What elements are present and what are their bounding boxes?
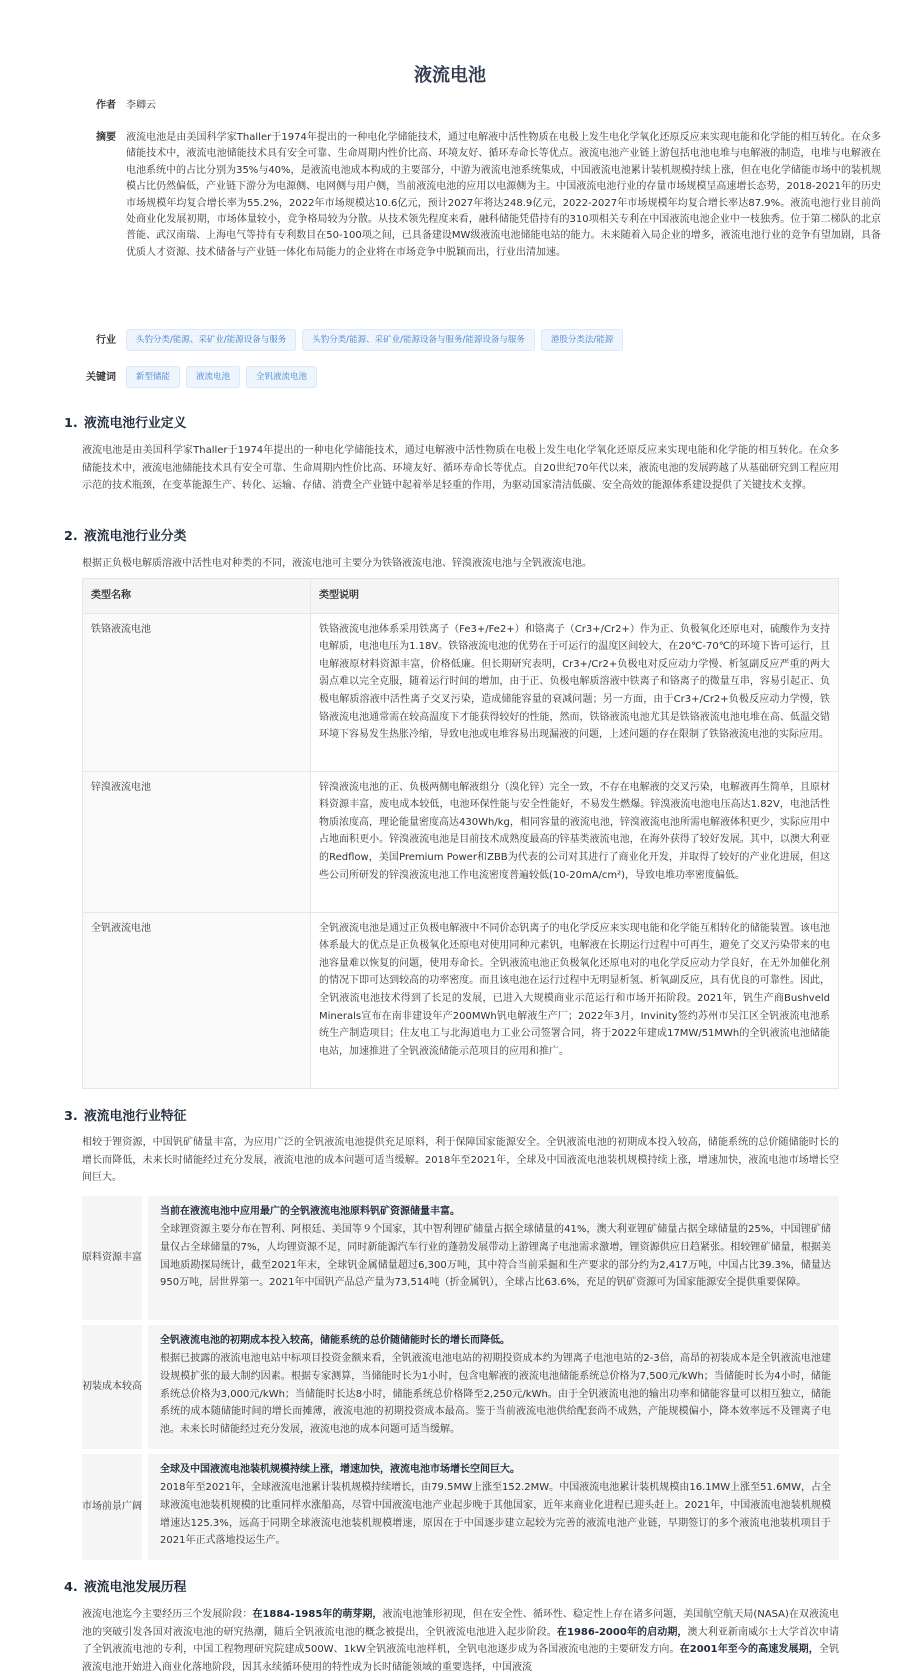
feature-title: 全球及中国液流电池装机规模持续上涨，增速加快，液流电池市场增长空间巨大。 — [160, 1464, 520, 1475]
section-2-intro: 根据正负极电解质溶液中活性电对种类的不同，液流电池可主要分为铁铬液流电池、锌溴液流电池与全钒液流电池。 — [82, 558, 592, 569]
industry-label: 行业 — [96, 335, 116, 346]
history-stage-highlight: 在2001年至今的高速发展期， — [679, 1644, 819, 1656]
history-text: 液流电池雏形初现，但在安全性、循环性、稳定性上存在诸多问题，美国航空航天局(NASA)在双液流电池的突破引发各国对液流电池的研究热潮，随后全钒液流电池的概念被提出，全钒液流电池进入起步阶段。 — [82, 1609, 839, 1638]
feature-label: 初装成本较高 — [82, 1325, 142, 1449]
section-4-heading — [64, 1579, 186, 1597]
type-desc-cell: 锌溴液流电池的正、负极两侧电解液组分（溴化锌）完全一致，不存在电解液的交叉污染，电解液再生简单，且原材料资源丰富，废电成本较低，电池环保性能与安全性能好，不易发生燃爆。锌溴液流电池电压高达1.82V，电池活性物质浓度高，理论能量密度高达430Wh/kg，相同容量的液流电池，锌溴液流电池所需电解液体积更少，实际应用中占地面积更小。锌溴液流电池是目前技术成熟度最高的锌基类液流电池，在海外获得了较好发展。其中，以澳大利亚的Redflow，美国Premium Power和ZBB为代表的公司对其进行了商业化开发，并取得了较好的产业化进展，但这些公司所研发的锌溴液流电池工作电流密度普遍较低(10-20mA/cm²)，导致电堆功率密度偏低。 — [311, 771, 839, 912]
table-row — [83, 771, 839, 912]
section-title: 液流电池行业分类 — [84, 529, 187, 544]
feature-body — [148, 1325, 839, 1449]
feature-title: 全钒液流电池的初期成本投入较高，储能系统的总价随储能时长的增长而降低。 — [160, 1335, 510, 1346]
feature-label: 市场前景广阔 — [82, 1454, 142, 1560]
section-1-text: 液流电池是由美国科学家Thaller于1974年提出的一种电化学储能技术，通过电解液中活性物质在电极上发生电化学氧化还原反应来实现电能和化学能的相互转化。在众多储能技术中，液流电池储能技术具有安全可靠、生命周期内性价比高、环境友好、循环寿命长等优点。自20世纪70年代以来，液流电池的发展跨越了从基础研究到工程应用示范的技术瓶颈，在变革能源生产、转化、运输、存储、消费全产业链中起着举足轻重的作用，为驱动国家清洁低碳、安全高效的能源体系建设提供了关键技术支撑。 — [82, 445, 839, 492]
feature-text: 根据已披露的液流电池电站中标项目投资金额来看，全钒液流电池电站的初期投资成本约为锂离子电池电站的2-3倍，高昂的初装成本是全钒液流电池建设规模扩张的最大制约因素。根据专家测算，当储能时长为1小时，包含电解液的液流电池储能系统总价格为7,500元/kWh；当储能时长为4小时，储能系统总价格为3,000元/kWh；当储能时长达8小时，储能系统总价格降至2,250元/kWh。由于全钒液流电池的输出功率和储能容量可以相互独立，储能系统的成本随储能时间的增长而摊薄，液流电池的初期投资成本最高。鉴于当前液流电池供给配套尚不成熟，产能规模偏小，降本效率远不及锂离子电池。未来长时储能经过充分发展，液流电池的成本问题可适当缓解。 — [160, 1353, 831, 1435]
abstract-text: 液流电池是由美国科学家Thaller于1974年提出的一种电化学储能技术，通过电解液中活性物质在电极上发生电化学氧化还原反应来实现电能和化学能的相互转化。在众多储能技术中，液流电池储能技术具有安全可靠、生命周期内性价比高、环境友好、循环寿命长等优点。液流电池产业链上游包括电池电堆与电解液的制造，电堆与电解液在电池系统中的占比分别为35%与40%，是液流电池成本构成的主要部分，中游为液流电池系统集成，中国液流电池累计装机规模持续上涨，但在电化学储能市场中的装机规模占比仍然偏低，产业链下游分为电源侧、电网侧与用户侧，当前液流电池的应用以电源侧为主。中国液流电池行业的存量市场规模呈高速增长态势，2018-2021年的历史市场规模年均复合增长率为55.2%，2022年市场规模达10.6亿元，预计2027年将达248.9亿元，2022-2027年市场规模年均复合增长率达87.9%。液流电池行业目前尚处商业化发展初期，市场体量较小，竞争格局较为分散。从技术领先程度来看，融科储能凭借持有的310项相关专利在中国液流电池企业中一枝独秀。位于第二梯队的北京普能、武汉南瑞、上海电气等持有专利数目在50-100项之间，已具备建设MW级液流电池储能电站的能力。未来随着入局企业的增多，液流电池行业的竞争有望加剧，具备优质人才资源、技术储备与产业链一体化布局能力的企业将在市场竞争中脱颖而出，行业出清加速。 — [126, 132, 881, 258]
keyword-tag[interactable]: 液流电池 — [186, 366, 240, 388]
feature-text: 2018年至2021年，全球液流电池累计装机规模持续增长，由79.5MW上涨至152.2MW。中国液流电池累计装机规模由16.1MW上涨至51.6MW，占全球液流电池装机规模的比重同样水涨船高，尽管中国液流电池产业起步晚于其他国家，近年来商业化进程已迎头赶上。2021年，中国液流电池装机规模增速达125.3%，远高于同期全球液流电池装机规模增速，原因在于中国逐步建立起较为完善的液流电池产业链，早期签订的多个液流电池装机项目于2021年正式落地投运生产。 — [160, 1482, 831, 1547]
type-name-cell: 锌溴液流电池 — [83, 771, 311, 912]
industry-tag[interactable]: 头豹分类/能源、采矿业/能源设备与服务 — [126, 329, 296, 351]
type-desc-cell: 全钒液流电池是通过正负极电解液中不同价态钒离子的电化学反应来实现电能和化学能互相转化的储能装置。该电池体系最大的优点是正负极氧化还原电对使用同种元素钒，电解液在长期运行过程中可再生，避免了交叉污染带来的电池容量难以恢复的问题，使用寿命长。全钒液流电池正负极氧化还原电对的电化学反应动力学良好，在无外加催化剂的情况下即可达到较高的功率密度。而且该电池在运行过程中无明显析氢、析氧副反应，具有优良的可靠性。因此，全钒液流电池技术得到了长足的发展，已进入大规模商业示范运行和市场开拓阶段。2021年，钒生产商Bushveld Minerals宣布在南非建设年产200MWh钒电解液生产厂；2022年3月，Invinity签约苏州市吴江区全钒液流电池系统生产制造项目；住友电工与北海道电力工业公司签署合同，将于2022年建成17MW/51MWh的全钒液流电池储能电站，加速推进了全钒液流储能示范项目的应用和推广。 — [311, 912, 839, 1088]
table-row — [83, 912, 839, 1088]
history-text: 澳大利亚新南威尔士大学首次申请了全钒液流电池的专利，中国工程物理研究院建成500W、1kW全钒液流电池样机，全钒电池逐步成为各国液流电池的主要研发方向。 — [82, 1626, 840, 1656]
keyword-tags — [126, 366, 323, 388]
feature-block — [82, 1196, 839, 1320]
table-header-row — [83, 579, 839, 614]
page-title: 液流电池 — [414, 65, 486, 86]
abstract-label: 摘要 — [96, 132, 116, 143]
classification-table — [82, 578, 839, 1089]
author-label: 作者 — [96, 100, 116, 111]
feature-label: 原料资源丰富 — [82, 1196, 142, 1320]
section-3-intro: 相较于锂资源，中国钒矿储量丰富，为应用广泛的全钒液流电池提供充足原料，利于保障国家能源安全。全钒液流电池的初期成本投入较高，储能系统的总价随储能时长的增长而降低，未来长时储能经过充分发展，液流电池的成本问题可适当缓解。2018年至2021年，全球及中国液流电池装机规模持续上涨，增速加快，液流电池市场增长空间巨大。 — [82, 1137, 839, 1184]
feature-title: 当前在液流电池中应用最广的全钒液流电池原料钒矿资源储量丰富。 — [160, 1206, 460, 1217]
type-name-cell: 铁铬液流电池 — [83, 613, 311, 771]
keyword-tag[interactable]: 新型储能 — [126, 366, 180, 388]
section-3-heading — [64, 1108, 186, 1126]
feature-block — [82, 1325, 839, 1449]
section-number: 4. — [64, 1580, 78, 1595]
keyword-tag[interactable]: 全钒液流电池 — [246, 366, 317, 388]
table-row — [83, 613, 839, 771]
section-title: 液流电池发展历程 — [84, 1580, 187, 1595]
section-number: 1. — [64, 416, 78, 431]
column-header: 类型名称 — [83, 579, 311, 614]
author-name: 李卿云 — [126, 100, 156, 111]
history-stage-highlight: 在1884-1985年的萌芽期， — [252, 1609, 383, 1620]
keywords-label: 关键词 — [86, 372, 116, 383]
feature-text: 全球锂资源主要分布在智利、阿根廷、美国等９个国家，其中智利锂矿储量占据全球储量的41%，澳大利亚锂矿储量占据全球储量的25%，中国锂矿储量仅占全球储量的7%，人均锂资源不足，同时新能源汽车行业的蓬勃发展带动上游锂离子电池需求激增，锂资源供应日趋紧张。相较锂矿储量，根据美国地质勘探局统计，截至2021年末，全球钒金属储量超过6,300万吨，其中符合当前采掘和生产要求的部分约为2,417万吨，中国占比39.3%，储量达950万吨，居世界第一。2021年中国钒产品总产量为73,514吨（折金属钒），全球占比63.6%，充足的钒矿资源可为国家能源安全提供重要保障。 — [160, 1224, 831, 1289]
section-number: 3. — [64, 1109, 78, 1124]
column-header: 类型说明 — [311, 579, 839, 614]
feature-block — [82, 1454, 839, 1560]
feature-body — [148, 1454, 839, 1560]
section-4-text — [82, 1606, 839, 1676]
type-desc-cell: 铁铬液流电池体系采用铁离子（Fe3+/Fe2+）和铬离子（Cr3+/Cr2+）作为正、负极氧化还原电对，硫酸作为支持电解质，电池电压为1.18V。铁铬液流电池的优势在于可运行的温度区间较大，在20℃-70℃的环境下皆可运行，且电解液原材料资源丰富，价格低廉。但长期研究表明，Cr3+/Cr2+负极电对反应动力学慢、析氢副反应严重的两大弱点难以完全克服，随着运行时间的增加，由于正、负极电解质溶液中铁离子和铬离子的微量互串，容易引起正、负极电解质溶液中活性离子交叉污染，造成储能容量的衰减问题；另一方面，由于Cr3+/Cr2+负极反应动力学慢，铁铬液流电池通常需在较高温度下才能获得较好的性能，然而，铁铬液流电池尤其是铁铬液流电池电堆在高、低温交错环境下容易发生热胀冷缩，导致电池或电堆容易出现漏液的问题，上述问题的存在限制了铁铬液流电池的实际应用。 — [311, 613, 839, 771]
section-title: 液流电池行业定义 — [84, 416, 187, 431]
history-stage-highlight: 在1986-2000年的启动期， — [556, 1626, 688, 1638]
section-2-heading — [64, 528, 186, 546]
industry-tag[interactable]: 港股分类法/能源 — [541, 329, 623, 351]
type-name-cell: 全钒液流电池 — [83, 912, 311, 1088]
history-text: 全钒液流电池开始进入商业化落地阶段，因其永续循环使用的特性成为长时储能领域的重要选择，中国液流 — [82, 1644, 839, 1673]
feature-body — [148, 1196, 839, 1320]
history-text: 液流电池迄今主要经历三个发展阶段： — [82, 1609, 253, 1620]
section-number: 2. — [64, 529, 78, 544]
section-title: 液流电池行业特征 — [84, 1109, 187, 1124]
section-1-heading — [64, 415, 186, 433]
industry-tags — [126, 329, 629, 351]
industry-tag[interactable]: 头豹分类/能源、采矿业/能源设备与服务/能源设备与服务 — [302, 329, 535, 351]
